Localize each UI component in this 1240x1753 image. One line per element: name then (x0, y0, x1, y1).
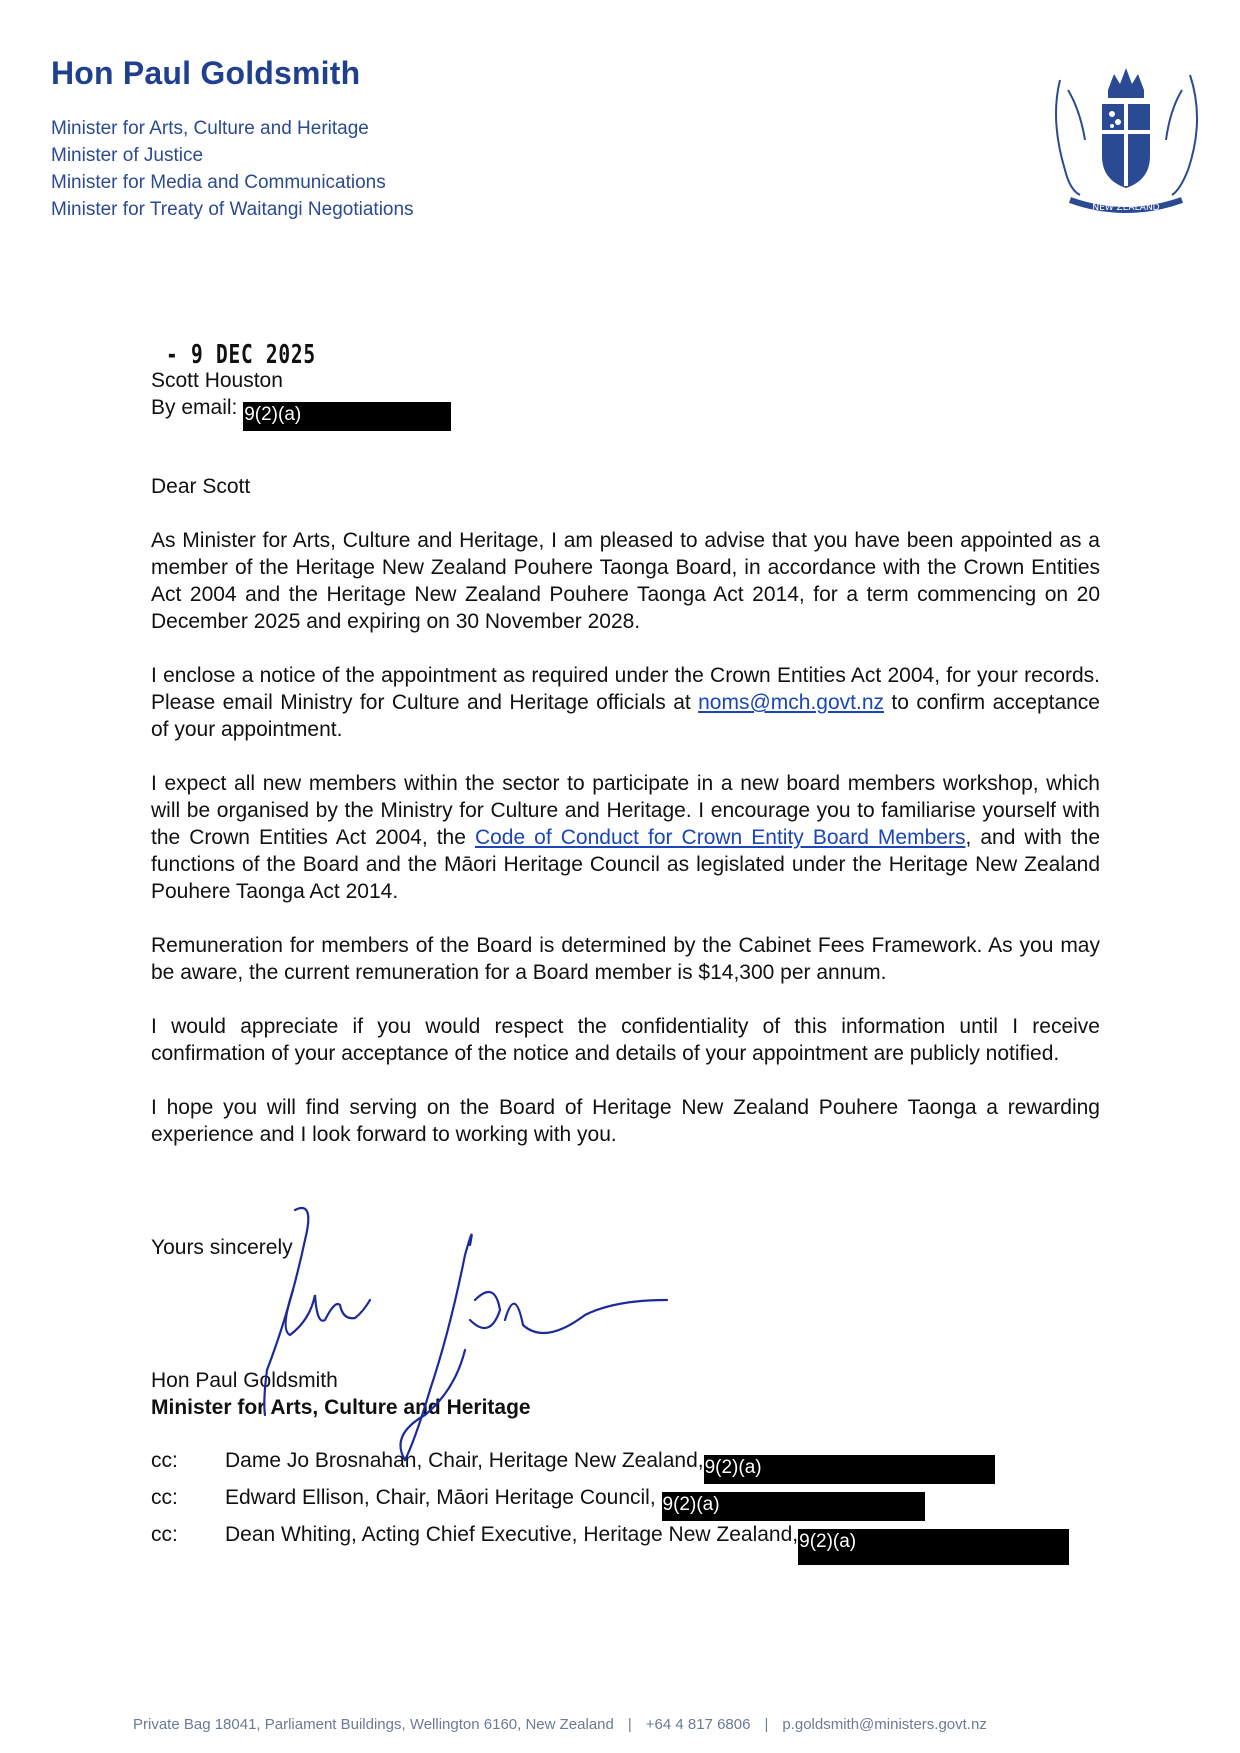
letterhead-name: Hon Paul Goldsmith (51, 55, 361, 91)
cc-item (151, 1447, 1069, 1484)
footer-separator: | (764, 1716, 769, 1733)
signatory-title: Minister for Arts, Culture and Heritage (151, 1396, 531, 1419)
redaction-box: 9(2)(a) (704, 1455, 995, 1484)
portfolio-item: Minister of Justice (51, 145, 204, 166)
coat-of-arms-icon (1040, 60, 1212, 216)
portfolio-item: Minister for Arts, Culture and Heritage (51, 118, 369, 139)
email-label: By email: (151, 396, 238, 419)
signatory-block (151, 1367, 531, 1421)
paragraph-text: I enclose a notice of the appointment as required under the Crown Entities Act 2004, for your records. Please email Ministry for Culture and Heritage officials at (151, 664, 1100, 714)
crest-text: NEW ZEALAND (1092, 203, 1160, 213)
paragraph-text: to confirm acceptance of your appointment. (151, 691, 1100, 741)
redaction-box: 9(2)(a) (243, 402, 451, 431)
paragraph-confidentiality: I would appreciate if you would respect the confidentiality of this information until I receive confirmation of your acceptance of the notice and details of your appointment are publicly notified. (151, 1015, 1100, 1065)
redaction-box: 9(2)(a) (662, 1492, 925, 1521)
portfolio-item: Minister for Treaty of Waitangi Negotiations (51, 199, 414, 220)
footer-address: Private Bag 18041, Parliament Buildings, Wellington 6160, New Zealand (133, 1716, 614, 1733)
footer-email: p.goldsmith@ministers.govt.nz (782, 1716, 987, 1733)
paragraph-workshop (151, 770, 1100, 905)
paragraph-text: I expect all new members within the sector to participate in a new board members workshop, which will be organised by the Ministry for Culture and Heritage. I encourage you to familiarise yourself with the Crown Entities Act 2004, the (151, 772, 1100, 849)
portfolio-item: Minister for Media and Communications (51, 172, 386, 193)
footer-separator: | (627, 1716, 632, 1733)
cc-label: cc: (151, 1449, 178, 1472)
paragraph-notice (151, 662, 1100, 743)
cc-item (151, 1521, 1069, 1565)
code-of-conduct-link[interactable]: Code of Conduct for Crown Entity Board Members (474, 826, 966, 849)
email-link[interactable]: noms@mch.govt.nz (698, 691, 885, 714)
portfolio-list (51, 115, 414, 223)
cc-label: cc: (151, 1523, 178, 1546)
footer-phone: +64 4 817 6806 (645, 1716, 751, 1733)
cc-item (151, 1484, 1069, 1521)
closing: Yours sincerely (151, 1236, 293, 1259)
recipient-email-line (151, 394, 451, 431)
paragraph-text: , and with the functions of the Board and the Māori Heritage Council as legislated under the Heritage New Zealand Pouhere Taonga Act 2014. (151, 826, 1100, 903)
cc-list (151, 1447, 1069, 1565)
signature-icon (255, 1200, 675, 1470)
recipient-name: Scott Houston (151, 369, 283, 392)
cc-text: Edward Ellison, Chair, Māori Heritage Council, (225, 1486, 656, 1509)
letter-body (151, 473, 1100, 1175)
salutation: Dear Scott (151, 475, 251, 498)
redaction-box: 9(2)(a) (798, 1529, 1069, 1565)
date-stamp: - 9 DEC 2025 (166, 340, 316, 370)
footer (133, 1716, 987, 1733)
paragraph-closing: I hope you will find serving on the Board of Heritage New Zealand Pouhere Taonga a rewarding experience and I look forward to working with you. (151, 1096, 1100, 1146)
recipient-block (151, 367, 451, 431)
cc-text: Dame Jo Brosnahan, Chair, Heritage New Zealand, (225, 1449, 704, 1472)
paragraph-remuneration: Remuneration for members of the Board is determined by the Cabinet Fees Framework. As you may be aware, the current remuneration for a Board member is $14,300 per annum. (151, 934, 1100, 984)
cc-label: cc: (151, 1486, 178, 1509)
signatory-name: Hon Paul Goldsmith (151, 1369, 338, 1392)
paragraph-appointment: As Minister for Arts, Culture and Heritage, I am pleased to advise that you have been appointed as a member of the Heritage New Zealand Pouhere Taonga Board, in accordance with the Crown Entities Act 2004 and the Heritage New Zealand Pouhere Taonga Act 2014, for a term commencing on 20 December 2025 and expiring on 30 November 2028. (151, 529, 1100, 633)
cc-text: Dean Whiting, Acting Chief Executive, Heritage New Zealand, (225, 1523, 799, 1546)
